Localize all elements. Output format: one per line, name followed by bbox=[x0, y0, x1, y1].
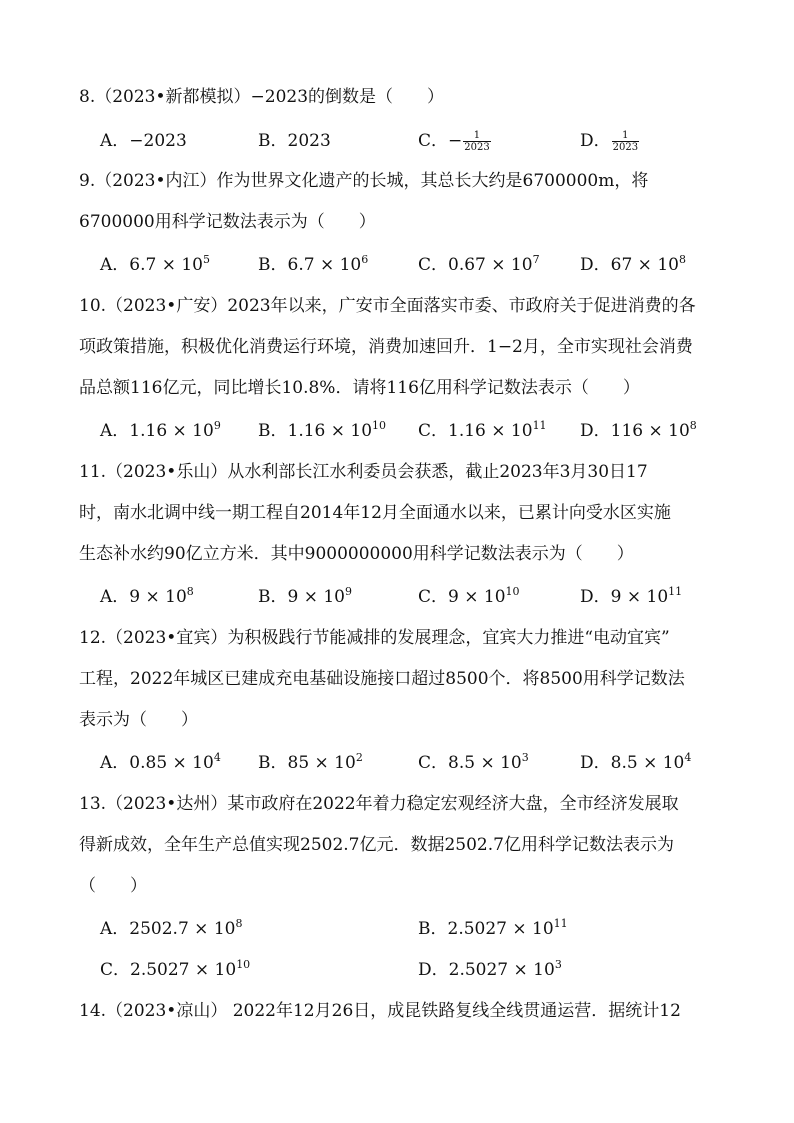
q11-option-d: D．$9 \times 10^{11}$ bbox=[580, 585, 683, 607]
question-12-stem-line-3: 表示为（ ） bbox=[79, 710, 198, 730]
q8-option-c: C．− $\frac{1}{2023}$ bbox=[418, 130, 490, 153]
q8-option-a: A．−2023 bbox=[100, 131, 187, 151]
q11-option-a: A．$9 \times 10^8$ bbox=[100, 585, 194, 607]
question-13-options-row-1 bbox=[100, 918, 760, 940]
question-12-options bbox=[100, 752, 760, 774]
q12-option-b: B．$85 \times 10^2$ bbox=[258, 751, 363, 773]
q13-option-b: B．$2.5027 \times 10^{11}$ bbox=[418, 917, 568, 939]
q10-option-d: D．$116 \times 10^8$ bbox=[580, 419, 697, 441]
question-13-stem-line-3: （ ） bbox=[79, 876, 147, 896]
question-12-stem-line-2: 工程，2022年城区已建成充电基础设施接口超过8500个．将8500用科学记数法 bbox=[79, 669, 685, 689]
q13-option-c: C．$2.5027 \times 10^{10}$ bbox=[100, 958, 251, 980]
q10-option-a: A．$1.16 \times 10^9$ bbox=[100, 419, 221, 441]
q12-option-c: C．$8.5 \times 10^3$ bbox=[418, 751, 529, 773]
question-11-stem-line-2: 时，南水北调中线一期工程自2014年12月全面通水以来，已累计向受水区实施 bbox=[79, 503, 671, 523]
question-13-stem-line-2: 得新成效，全年生产总值实现2502.7亿元．数据2502.7亿用科学记数法表示为 bbox=[79, 835, 674, 855]
q10-option-c: C．$1.16 \times 10^{11}$ bbox=[418, 419, 547, 441]
fraction: $\frac{1}{2023}$ bbox=[464, 130, 490, 153]
q12-option-a: A．$0.85 \times 10^4$ bbox=[100, 751, 221, 773]
q13-option-d: D．$2.5027 \times 10^3$ bbox=[418, 958, 562, 980]
question-11-stem-line-1: 11.（2023•乐山）从水利部长江水利委员会获悉，截止2023年3月30日17 bbox=[79, 462, 648, 482]
question-10-stem-line-3: 品总额116亿元，同比增长10.8%．请将116亿用科学记数法表示（ ） bbox=[79, 378, 640, 398]
question-10-options bbox=[100, 420, 760, 442]
q9-option-d: D．$67 \times 10^8$ bbox=[580, 253, 686, 275]
q12-option-d: D．$8.5 \times 10^4$ bbox=[580, 751, 692, 773]
q9-option-a: A．$6.7 \times 10^5$ bbox=[100, 253, 211, 275]
question-10-stem-line-1: 10.（2023•广安）2023年以来，广安市全面落实市委、市政府关于促进消费的各 bbox=[79, 296, 696, 316]
q11-option-b: B．$9 \times 10^9$ bbox=[258, 585, 352, 607]
question-12-stem-line-1: 12.（2023•宜宾）为积极践行节能减排的发展理念，宜宾大力推进“电动宜宾” bbox=[79, 628, 670, 648]
q13-option-a: A．$2502.7 \times 10^8$ bbox=[100, 917, 243, 939]
question-9-stem-line-1: 9.（2023•内江）作为世界文化遗产的长城，其总长大约是6700000m，将 bbox=[79, 171, 649, 191]
question-8-stem: 8.（2023•新都模拟）−2023的倒数是（ ） bbox=[79, 87, 445, 107]
question-9-options bbox=[100, 254, 760, 276]
question-9-stem-line-2: 6700000用科学记数法表示为（ ） bbox=[79, 212, 376, 232]
question-11-options bbox=[100, 586, 760, 608]
question-11-stem-line-3: 生态补水约90亿立方米．其中9000000000用科学记数法表示为（ ） bbox=[79, 544, 634, 564]
question-13-options-row-2 bbox=[100, 959, 760, 981]
question-13-stem-line-1: 13.（2023•达州）某市政府在2022年着力稳定宏观经济大盘，全市经济发展取 bbox=[79, 794, 679, 814]
question-14-stem-line-1: 14.（2023•凉山） 2022年12月26日，成昆铁路复线全线贯通运营．据统计12 bbox=[79, 1001, 681, 1021]
q9-option-c: C．$0.67 \times 10^7$ bbox=[418, 253, 540, 275]
fraction: $\frac{1}{2023}$ bbox=[612, 130, 639, 153]
q8-option-d: D． $\frac{1}{2023}$ bbox=[580, 130, 639, 153]
question-10-stem-line-2: 项政策措施，积极优化消费运行环境，消费加速回升．1−2月，全市实现社会消费 bbox=[79, 337, 693, 357]
q10-option-b: B．$1.16 \times 10^{10}$ bbox=[258, 419, 387, 441]
q11-option-c: C．$9 \times 10^{10}$ bbox=[418, 585, 520, 607]
q9-option-b: B．$6.7 \times 10^6$ bbox=[258, 253, 369, 275]
question-8-options bbox=[100, 130, 760, 152]
q8-option-b: B．2023 bbox=[258, 131, 331, 151]
